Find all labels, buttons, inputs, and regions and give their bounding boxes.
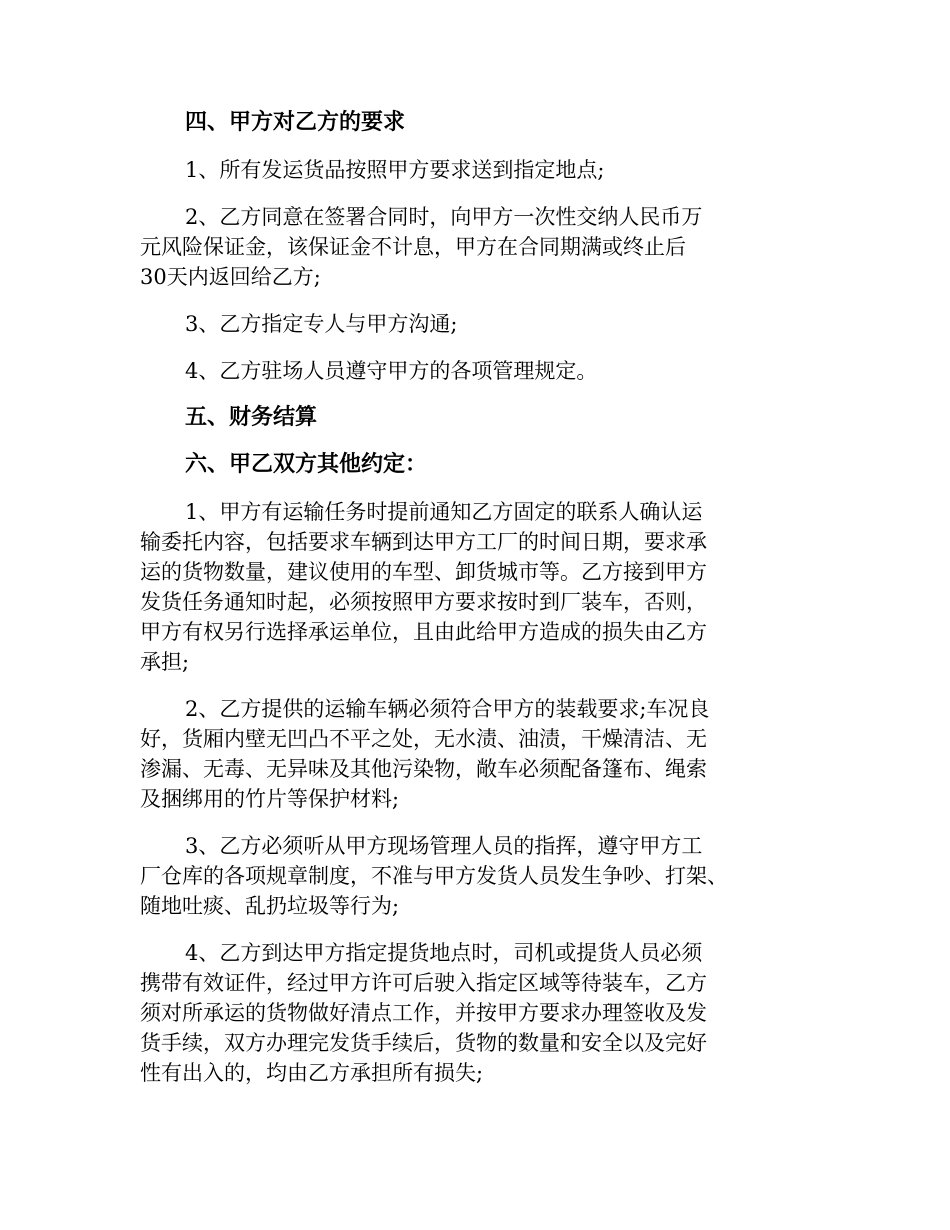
paragraph-line: 1、所有发运货品按照甲方要求送到指定地点;	[185, 158, 605, 182]
paragraph-line: 3、乙方必须听从甲方现场管理人员的指挥，遵守甲方工	[185, 834, 703, 858]
paragraph-line: 元风险保证金，该保证金不计息，甲方在合同期满或终止后	[140, 235, 686, 259]
paragraph-line: 厂仓库的各项规章制度，不准与甲方发货人员发生争吵、打架、	[140, 864, 728, 888]
paragraph-line: 须对所承运的货物做好清点工作，并按甲方要求办理签收及发	[140, 1001, 707, 1025]
paragraph-line: 性有出入的，均由乙方承担所有损失;	[140, 1061, 484, 1085]
paragraph-line: 2、乙方提供的运输车辆必须符合甲方的装载要求;车况良	[185, 697, 710, 721]
section-6-item-4	[140, 938, 820, 1088]
paragraph-line: 4、乙方驻场人员遵守甲方的各项管理规定。	[185, 359, 598, 383]
section-4-item-1	[140, 155, 820, 185]
section-5-heading: 五、财务结算	[185, 405, 318, 430]
paragraph-line: 发货任务通知时起，必须按照甲方要求按时到厂装车，否则，	[140, 590, 707, 614]
paragraph-line: 甲方有权另行选择承运单位，且由此给甲方造成的损失由乙方	[140, 620, 707, 644]
paragraph-line: 货手续，双方办理完发货手续后，货物的数量和安全以及完好	[140, 1031, 707, 1055]
paragraph-line: 3、乙方指定专人与甲方沟通;	[185, 312, 458, 336]
paragraph-line: 运的货物数量，建议使用的车型、卸货城市等。乙方接到甲方	[140, 560, 707, 584]
paragraph-line: 1、甲方有运输任务时提前通知乙方固定的联系人确认运	[185, 500, 703, 524]
section-4-item-4	[140, 356, 820, 386]
section-4-item-3	[140, 309, 820, 339]
section-6-item-2	[140, 694, 820, 814]
paragraph-line: 4、乙方到达甲方指定提货地点时，司机或提货人员必须	[185, 941, 703, 965]
paragraph-line: 携带有效证件，经过甲方许可后驶入指定区域等待装车，乙方	[140, 971, 707, 995]
paragraph-line: 2、乙方同意在签署合同时，向甲方一次性交纳人民币万	[185, 205, 703, 229]
paragraph-line: 好，货厢内壁无凹凸不平之处，无水渍、油渍，干燥清洁、无	[140, 727, 707, 751]
section-4-heading: 四、甲方对乙方的要求	[185, 110, 406, 135]
section-4-item-2	[140, 202, 820, 292]
paragraph-line: 及捆绑用的竹片等保护材料;	[140, 787, 400, 811]
section-6-item-1	[140, 497, 820, 677]
paragraph-line: 随地吐痰、乱扔垃圾等行为;	[140, 894, 400, 918]
paragraph-line: 30天内返回给乙方;	[140, 265, 321, 289]
paragraph-line: 渗漏、无毒、无异味及其他污染物，敞车必须配备篷布、绳索	[140, 757, 707, 781]
paragraph-line: 承担;	[140, 650, 190, 674]
section-6-heading: 六、甲乙双方其他约定：	[185, 452, 428, 477]
paragraph-line: 输委托内容，包括要求车辆到达甲方工厂的时间日期，要求承	[140, 530, 707, 554]
document-body	[140, 108, 820, 1105]
section-6-item-3	[140, 831, 820, 921]
